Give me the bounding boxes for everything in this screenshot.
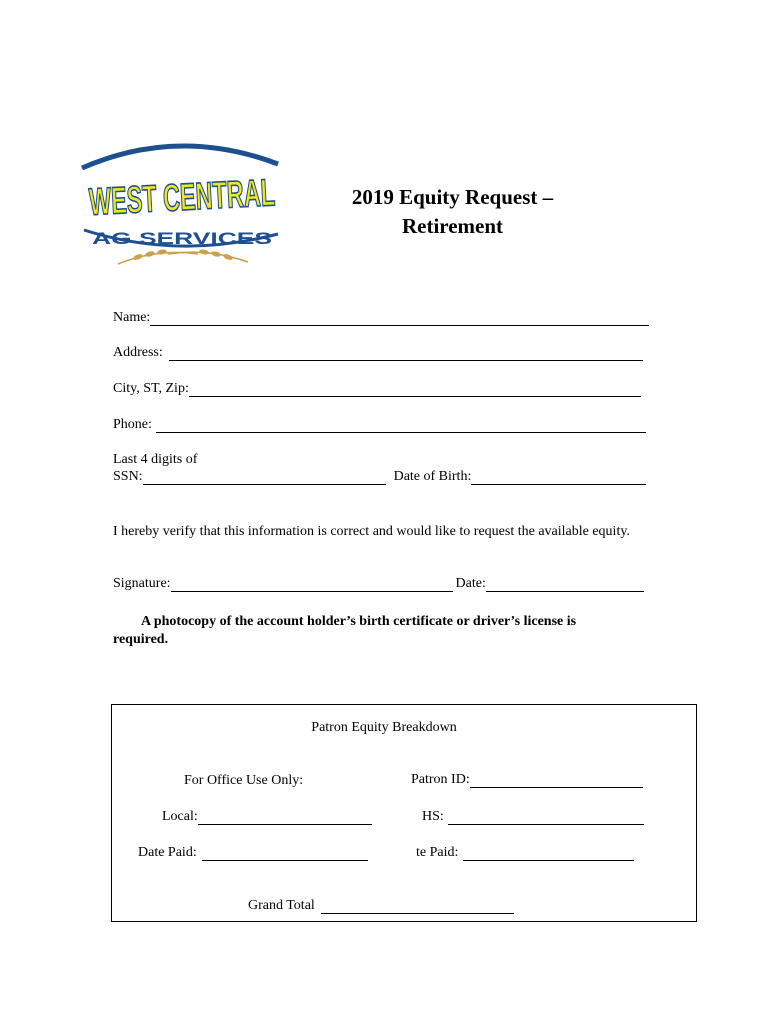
- address-row: [113, 345, 643, 361]
- signature-date-label: Date:: [455, 576, 486, 591]
- address-label: Address:: [113, 345, 163, 360]
- ssn-label: SSN:: [113, 469, 143, 484]
- grand-total-label: Grand Total: [248, 898, 315, 913]
- name-field[interactable]: [150, 311, 649, 326]
- verify-text: I hereby verify that this information is correct and would like to request the available equity.: [113, 524, 630, 539]
- date-paid-field[interactable]: [202, 846, 368, 861]
- date-paid-row: [138, 845, 368, 861]
- hs-label: HS:: [422, 809, 444, 824]
- ssn-field[interactable]: [143, 470, 386, 485]
- local-field[interactable]: [198, 810, 372, 825]
- logo-graphic: [78, 138, 392, 268]
- city-row: [113, 381, 641, 397]
- logo-line1: WEST CENTRAL: [88, 166, 392, 224]
- grand-total-field[interactable]: [321, 899, 514, 914]
- local-label: Local:: [162, 809, 198, 824]
- city-field[interactable]: [189, 382, 641, 397]
- dob-field[interactable]: [471, 470, 646, 485]
- signature-row: [113, 576, 644, 592]
- ssn-row: [113, 469, 646, 485]
- phone-field[interactable]: [156, 418, 646, 433]
- ssn-label-line1: Last 4 digits of: [113, 452, 198, 467]
- signature-date-field[interactable]: [486, 577, 644, 592]
- patron-id-label: Patron ID:: [411, 772, 470, 787]
- west-central-logo: [78, 138, 392, 268]
- name-label: Name:: [113, 310, 151, 325]
- te-paid-row: [416, 845, 634, 861]
- grand-total-row: [248, 898, 514, 914]
- photocopy-notice: A photocopy of the account holder’s birth certificate or driver’s license is required.: [113, 614, 577, 647]
- te-paid-label: te Paid:: [416, 845, 459, 860]
- signature-field[interactable]: [171, 577, 453, 592]
- phone-label: Phone:: [113, 417, 152, 432]
- logo-line2: AG SERVICES: [92, 229, 272, 248]
- city-label: City, ST, Zip:: [113, 381, 189, 396]
- hs-field[interactable]: [448, 810, 644, 825]
- address-field[interactable]: [169, 346, 643, 361]
- page-title: [330, 183, 575, 241]
- title-line1: 2019 Equity Request –: [351, 185, 554, 209]
- wheat-icon: [118, 250, 248, 264]
- local-row: [162, 809, 372, 825]
- title-line2: Retirement: [401, 214, 504, 238]
- patron-id-row: [411, 772, 643, 788]
- signature-label: Signature:: [113, 576, 171, 591]
- te-paid-field[interactable]: [463, 846, 634, 861]
- phone-row: [113, 417, 646, 433]
- office-heading: Patron Equity Breakdown: [311, 720, 457, 735]
- date-paid-label: Date Paid:: [138, 845, 197, 860]
- name-row: [113, 310, 649, 326]
- for-office-label: For Office Use Only:: [184, 773, 304, 788]
- hs-row: [422, 809, 644, 825]
- dob-label: Date of Birth:: [393, 469, 472, 484]
- patron-id-field[interactable]: [470, 773, 643, 788]
